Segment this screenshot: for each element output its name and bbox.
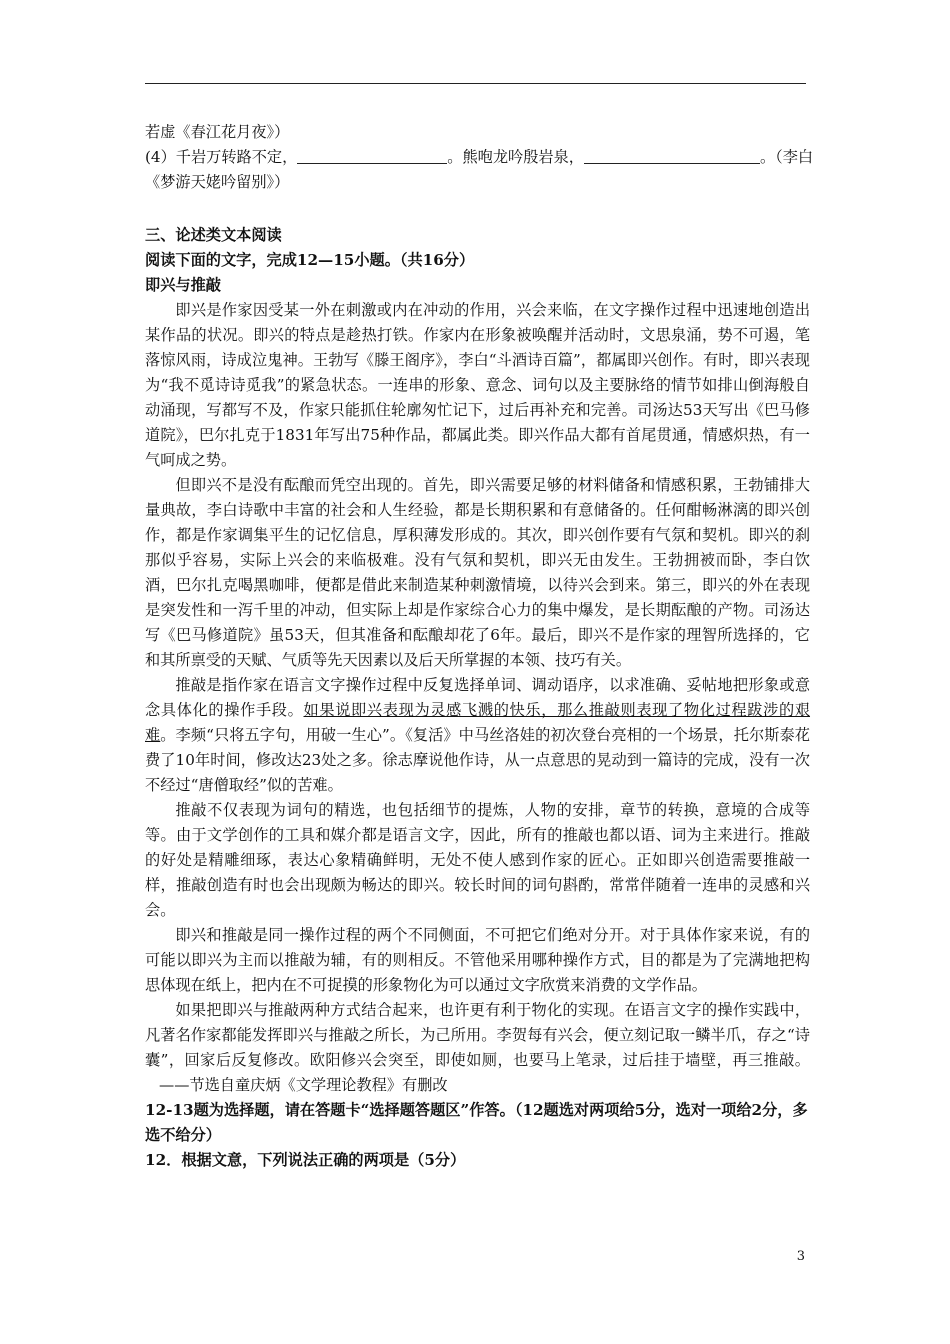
paragraph-3 — [145, 673, 810, 798]
paragraph-6 — [145, 998, 810, 1098]
source-citation: ——节选自童庆炳《文学理论教程》有删改 — [159, 1076, 448, 1094]
paragraph-4: 推敲不仅表现为词句的精选，也包括细节的提炼，人物的安排，章节的转换，意境的合成等等。由于文学创作的工具和媒介都是语言文字，因此，所有的推敲也都以语、词为主来进行。推敲的好处是精雕细琢，表达心象精确鲜明，无处不使人感到作家的匠心。正如即兴创造需要推敲一样，推敲创造有时也会出现颇为畅达的即兴。较长时间的词句斟酌，常常伴随着一连串的灵感和兴会。 — [145, 801, 810, 919]
article-title: 即兴与推敲 — [145, 276, 221, 294]
question-12: 12．根据文意，下列说法正确的两项是（5分） — [145, 1151, 466, 1169]
answer-blank-2[interactable] — [584, 146, 760, 164]
q4-prefix: (4）千岩万转路不定， — [145, 148, 298, 166]
paragraph-1: 即兴是作家因受某一外在刺激或内在冲动的作用，兴会来临，在文字操作过程中迅速地创造出某作品的状况。即兴的特点是趁热打铁。作家内在形象被唤醒并活动时，文思泉涌，势不可遏，笔落惊风雨，诗成泣鬼神。王勃写《滕王阁序》，李白“斗酒诗百篇”，都属即兴创作。有时，即兴表现为“我不觅诗诗觅我”的紧急状态。一连串的形象、意念、词句以及主要脉络的情节如排山倒海般自动涌现，写都写不及，作家只能抓住轮廓匆忙记下，过后再补充和完善。司汤达53天写出《巴马修道院》，巴尔扎克于1831年写出75种作品，都属此类。即兴作品大都有首尾贯通，情感炽热，有一气呵成之势。 — [145, 301, 810, 469]
q4-suffix: 。（李白 — [759, 148, 814, 166]
paragraph-3-end: 。李频“只将五字句，用破一生心”。《复活》中马丝洛娃的初次登台亮相的一个场景，托尔斯泰花费了10年时间，修改达23处之多。徐志摩说他作诗，从一点意思的晃动到一篇诗的完成，没有一次不经过“唐僧取经”似的苦难。 — [145, 726, 810, 794]
poem-question-4 — [145, 145, 814, 170]
paragraph-5: 即兴和推敲是同一操作过程的两个不同侧面，不可把它们绝对分开。对于具体作家来说，有的可能以即兴为主而以推敲为辅，有的则相反。不管他采用哪种操作方式，目的都是为了完满地把构思体现在纸上，把内在不可捉摸的形象物化为可以通过文字欣赏来消费的文学作品。 — [145, 926, 810, 994]
poem-line-3: 《梦游天姥吟留别》） — [145, 173, 290, 191]
section-heading: 三、论述类文本阅读 — [145, 226, 282, 244]
underlined-sentence: 如果说即兴表现为灵感飞溅的快乐，那么推敲则表现了物化过程跋涉的艰难 — [145, 701, 811, 744]
paragraph-2: 但即兴不是没有酝酿而凭空出现的。首先，即兴需要足够的材料储备和情感积累，王勃铺排大量典故，李白诗歌中丰富的社会和人生经验，都是长期积累和有意储备的。任何酣畅淋漓的即兴创作，都是作家调集平生的记忆信息，厚积薄发形成的。其次，即兴创作要有气氛和契机。即兴的刹那似乎容易，实际上兴会的来临极难。没有气氛和契机，即兴无由发生。王勃拥被而卧，李白饮酒，巴尔扎克喝黑咖啡，便都是借此来制造某种刺激情境，以待兴会到来。第三，即兴的外在表现是突发性和一泻千里的冲动，但实际上却是作家综合心力的集中爆发，是长期酝酿的产物。司汤达写《巴马修道院》虽53天，但其准备和酝酿却花了6年。最后，即兴不是作家的理智所选择的，它和其所禀受的天赋、气质等先天因素以及后天所掌握的本领、技巧有关。 — [145, 476, 810, 669]
answer-blank-1[interactable] — [297, 146, 447, 164]
poem-line-1: 若虚《春江花月夜》） — [145, 123, 290, 141]
paragraph-6-text: 如果把即兴与推敲两种方式结合起来，也许更有利于物化的实现。在语言文字的操作实践中，凡著名作家都能发挥即兴与推敲之所长，为己所用。李贺每有兴会，便立刻记取一鳞半爪，存之“诗囊”，回家后反复修改。欧阳修兴会突至，即使如厕，也要马上笔录，过后挂于墙壁，再三推敲。 — [145, 1001, 810, 1069]
question-note: 12-13题为选择题，请在答题卡“选择题答题区”作答。（12题选对两项给5分，选对一项给2分，多选不给分） — [145, 1101, 808, 1144]
page-number: 3 — [796, 1249, 805, 1264]
header-rule — [145, 83, 806, 84]
q4-mid: 。熊咆龙吟殷岩泉， — [447, 148, 584, 166]
paragraph-3-start: 推敲是指作家在语言文字操作过程中反复选择单词、调动语序，以求准确、妥帖地把形象或意念具体化的操作手段。 — [145, 676, 810, 719]
document-body — [145, 120, 814, 1173]
section-instruction: 阅读下面的文字，完成12—15小题。（共16分） — [145, 251, 475, 269]
